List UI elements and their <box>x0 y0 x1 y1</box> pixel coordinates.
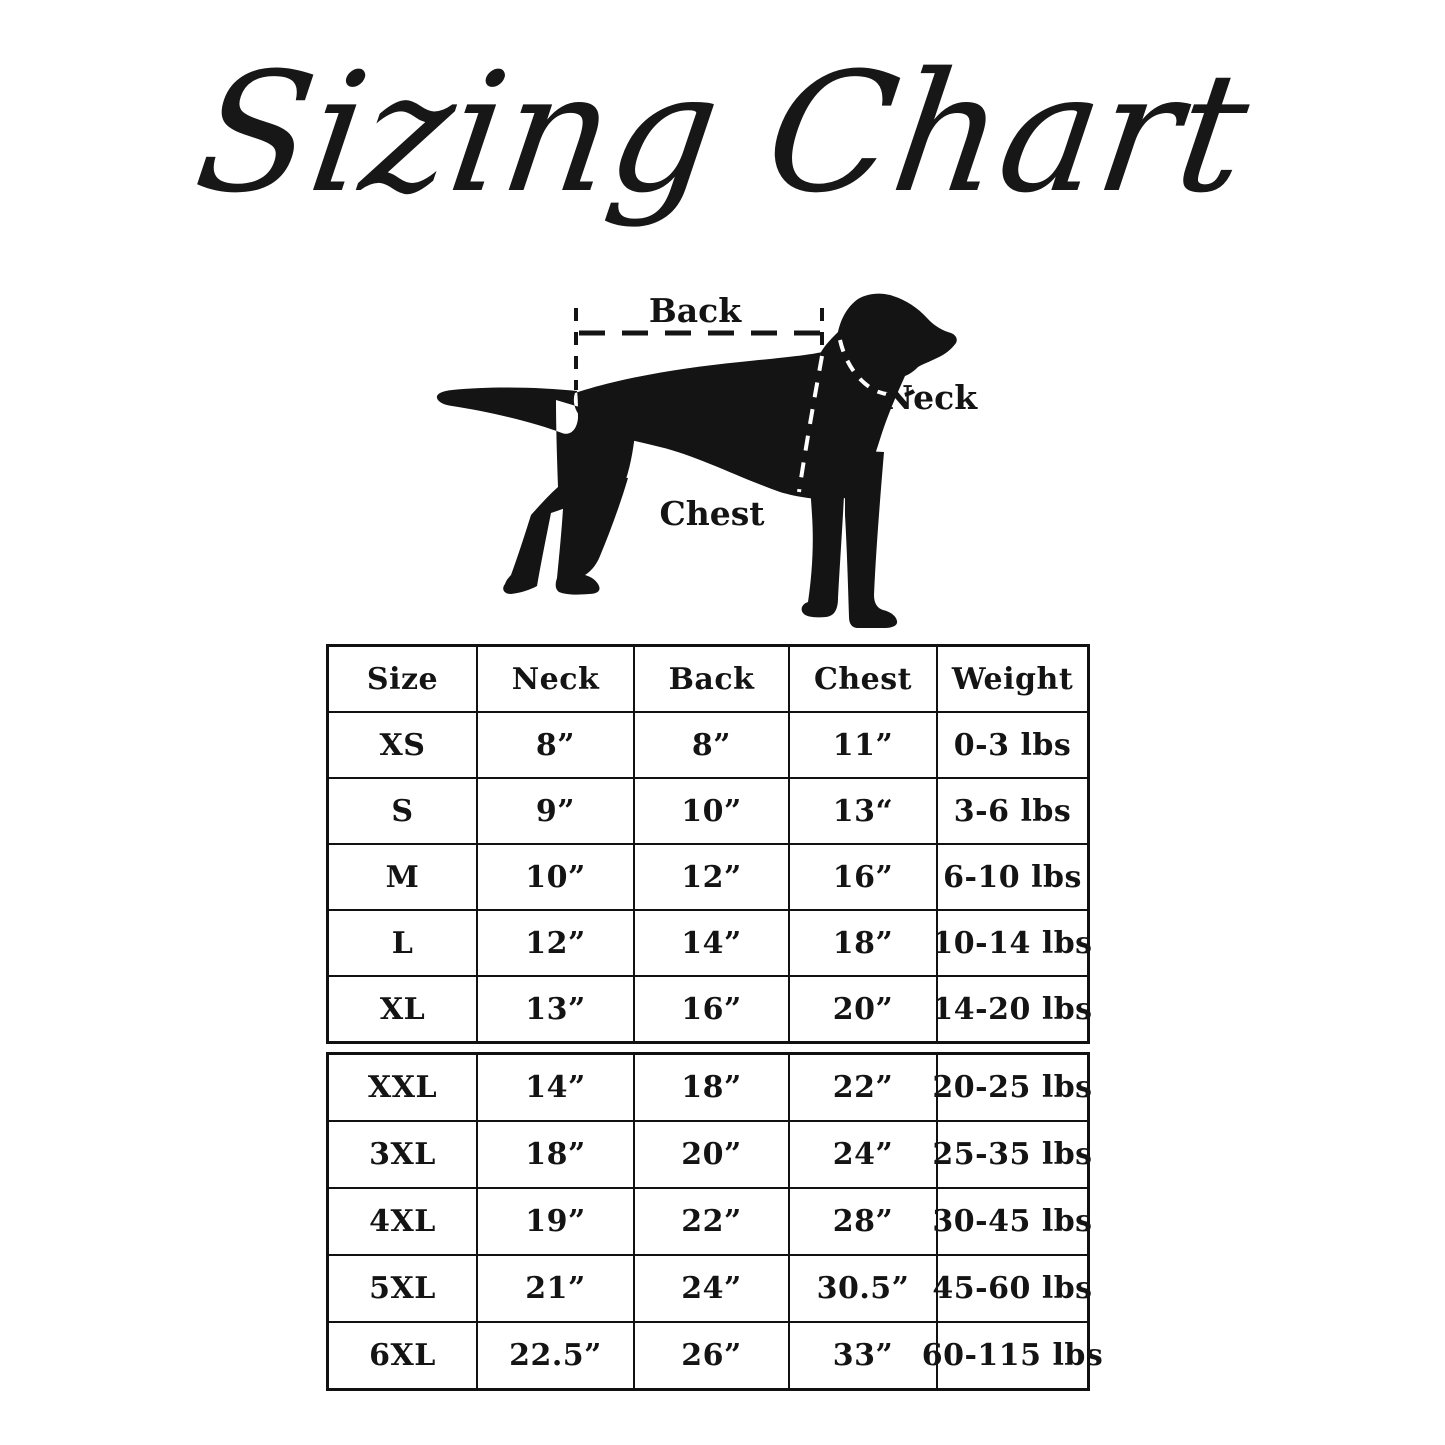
weight-cell: 0-3 lbs <box>938 713 1087 779</box>
weight-cell: 30-45 lbs <box>938 1189 1087 1256</box>
size-cell: L <box>329 911 478 977</box>
weight-cell: 6-10 lbs <box>938 845 1087 911</box>
dog-silhouette <box>437 294 957 628</box>
chest-cell: 30.5” <box>790 1256 938 1323</box>
size-cell: XS <box>329 713 478 779</box>
size-cell: M <box>329 845 478 911</box>
back-cell: 18” <box>635 1055 790 1122</box>
back-cell: 24” <box>635 1256 790 1323</box>
chest-cell: 22” <box>790 1055 938 1122</box>
weight-cell: 60-115 lbs <box>921 1338 1104 1373</box>
size-cell: 4XL <box>329 1189 478 1256</box>
chest-cell: 33” <box>790 1323 938 1388</box>
chest-cell: 20” <box>790 977 938 1041</box>
back-cell: 10” <box>635 779 790 845</box>
neck-cell: 10” <box>478 845 635 911</box>
column-header-back: Back <box>635 647 790 713</box>
size-cell: S <box>329 779 478 845</box>
back-cell: 26” <box>635 1323 790 1388</box>
chest-cell: 16” <box>790 845 938 911</box>
page-title: Sizing Chart <box>186 37 1259 229</box>
size-table-lower <box>326 1052 1104 1391</box>
back-cell: 22” <box>635 1189 790 1256</box>
chest-cell: 18” <box>790 911 938 977</box>
size-cell: XXL <box>329 1055 478 1122</box>
neck-cell: 21” <box>478 1256 635 1323</box>
neck-cell: 13” <box>478 977 635 1041</box>
neck-cell: 12” <box>478 911 635 977</box>
size-cell: 5XL <box>329 1256 478 1323</box>
neck-measurement-label: Neck <box>882 378 978 417</box>
back-cell: 12” <box>635 845 790 911</box>
neck-cell: 8” <box>478 713 635 779</box>
chest-cell: 24” <box>790 1122 938 1189</box>
back-cell: 14” <box>635 911 790 977</box>
chest-cell: 13“ <box>790 779 938 845</box>
back-measurement-label: Back <box>648 291 742 330</box>
chest-cell: 11” <box>790 713 938 779</box>
column-header-chest: Chest <box>790 647 938 713</box>
neck-cell: 14” <box>478 1055 635 1122</box>
size-cell: 6XL <box>329 1323 478 1388</box>
weight-cell: 10-14 lbs <box>938 911 1087 977</box>
weight-cell: 45-60 lbs <box>938 1256 1087 1323</box>
chest-cell: 28” <box>790 1189 938 1256</box>
neck-cell: 22.5” <box>478 1323 635 1388</box>
size-table-upper <box>326 644 1093 1044</box>
neck-cell: 18” <box>478 1122 635 1189</box>
column-header-size: Size <box>329 647 478 713</box>
column-header-neck: Neck <box>478 647 635 713</box>
size-cell: XL <box>329 977 478 1041</box>
weight-cell: 14-20 lbs <box>932 991 1093 1027</box>
neck-cell: 19” <box>478 1189 635 1256</box>
weight-cell: 20-25 lbs <box>938 1055 1087 1122</box>
size-cell: 3XL <box>329 1122 478 1189</box>
back-cell: 16” <box>635 977 790 1041</box>
weight-cell: 3-6 lbs <box>938 779 1087 845</box>
back-cell: 8” <box>635 713 790 779</box>
neck-cell: 9” <box>478 779 635 845</box>
dog-measurement-diagram <box>0 0 1445 645</box>
column-header-weight: Weight <box>938 647 1087 713</box>
chest-measurement-label: Chest <box>659 494 765 533</box>
back-cell: 20” <box>635 1122 790 1189</box>
weight-cell: 25-35 lbs <box>938 1122 1087 1189</box>
